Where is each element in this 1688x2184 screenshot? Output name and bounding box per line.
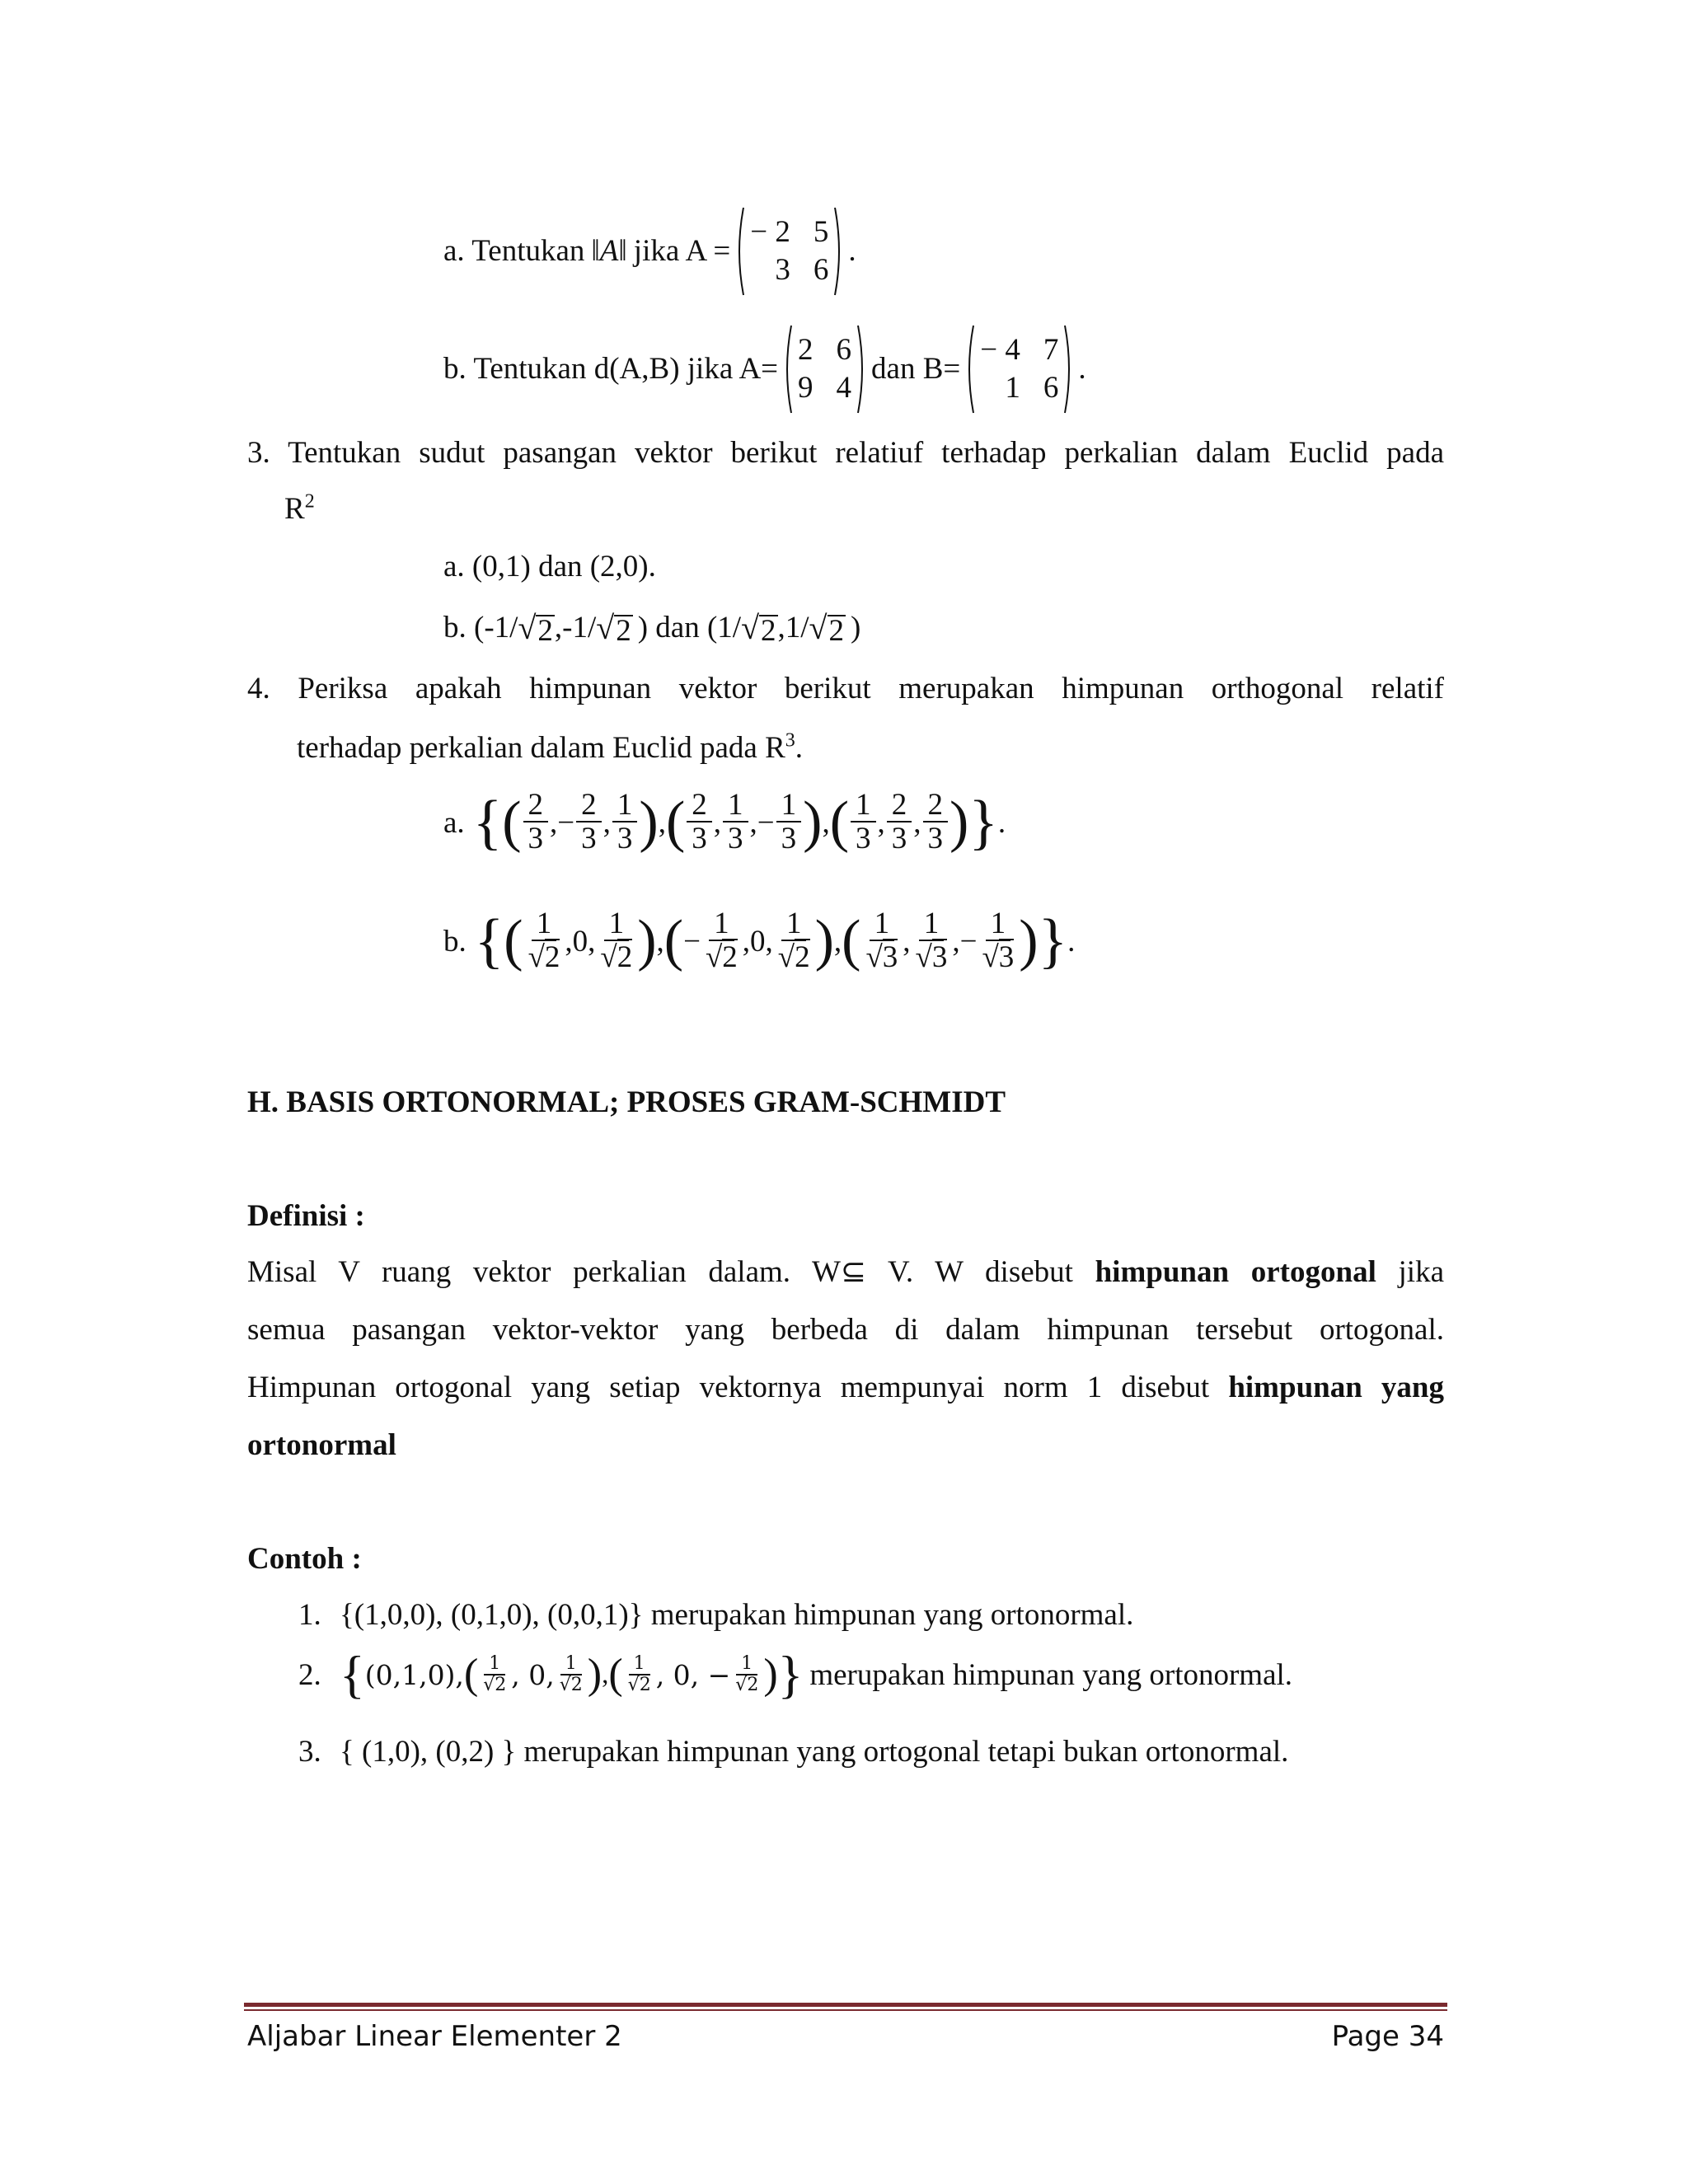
fraction [687, 790, 712, 855]
paren-open: ( [665, 790, 686, 854]
sqrt-symbol: √ [705, 940, 723, 974]
paren-close: ) [814, 909, 834, 972]
matrix-cell: 3 [775, 253, 790, 287]
page-number: Page 34 [1331, 2020, 1444, 2053]
paren-open: ( [829, 790, 850, 854]
vector-set-4b [504, 908, 1038, 974]
fraction-denominator: 3 [528, 822, 544, 855]
fraction [612, 790, 638, 855]
comma: , [822, 805, 830, 840]
sqrt-symbol: √ [528, 940, 545, 974]
sqrt-2: √ 2 [518, 609, 553, 648]
fraction-denominator: 3 [856, 822, 871, 855]
zero: ,0, [565, 924, 596, 958]
fraction-numerator: 1 [851, 790, 876, 823]
exercise-3a: a. (0,1) dan (2,0). [443, 550, 656, 583]
comma: , [833, 924, 842, 958]
sqrt-symbol: √ [915, 940, 932, 974]
exercise-2a [443, 206, 856, 297]
fraction-numerator: 1 [776, 790, 802, 823]
radicand: 2 [617, 940, 633, 974]
example-label: Contoh : [247, 1542, 362, 1576]
exercise-2b-suffix: . [1078, 352, 1086, 386]
exercise-2b-mid: dan B= [871, 352, 961, 386]
fraction-numerator: 2 [523, 790, 549, 823]
comma: , [903, 924, 911, 958]
matrix-cell: 7 [1043, 333, 1059, 367]
paren-open: ( [663, 909, 684, 972]
example-2: 2. { (0,1,0), ( 1 √2 , 0, 1 √2 ) , ( 1 √2 , 0, − $\frac{1}{√2}$ ) } merupakan himpunan yang ortonormal. [298, 1645, 1293, 1704]
paren-close: ) [639, 790, 659, 854]
fraction-numerator: 2 [887, 790, 912, 823]
exercise-4a: a. { ( $\frac{2}{3}$ , − $\frac{2}{3}$ , $\frac{1}{3}$ ) , ( $\frac{2}{3}$ , $\frac{1}{3}$ , − $\frac{1}{3}$ ) , ( $\frac{1}{3}$ , $\frac{2}{3}$ , $\frac{2}{3}$ ) } . [443, 788, 1006, 856]
fraction [523, 790, 549, 855]
comma: , [913, 805, 921, 840]
fraction-denominator: 3 [728, 822, 743, 855]
radicand: 3 [931, 940, 948, 974]
definition-line-4: ortonormal [247, 1428, 396, 1462]
paren-close: ) [803, 790, 823, 854]
radicand: 2 [722, 940, 738, 974]
fraction-numerator: 1 [612, 790, 638, 823]
fraction-denominator: 3 [692, 822, 707, 855]
norm-expression: ‖A‖ [591, 234, 627, 268]
definition-line-2: semua pasangan vektor-vektor yang berbeda di dalam himpunan tersebut ortogonal. [247, 1313, 1444, 1347]
fraction [912, 908, 951, 974]
sqrt-symbol: √ [600, 940, 617, 974]
fraction-denominator: 3 [781, 822, 797, 855]
norm-symbol: A [599, 234, 619, 268]
sqrt-2: √ 2 [809, 609, 844, 648]
fraction [723, 790, 748, 855]
paren-close: ) [950, 790, 969, 854]
comma: , [603, 805, 611, 840]
sqrt-symbol: √ [865, 940, 883, 974]
matrix-cell: 1 [1005, 371, 1020, 405]
minus-sign: − [557, 805, 575, 840]
fraction-denominator: 3 [891, 822, 907, 855]
paren-close: ) [637, 909, 657, 972]
matrix-cell: 4 [836, 371, 852, 405]
fraction [851, 790, 876, 855]
fraction-numerator: 1 [709, 908, 734, 941]
fraction-numerator: 2 [576, 790, 602, 823]
radicand: 3 [882, 940, 898, 974]
comma: , [749, 805, 757, 840]
footer-rule [244, 2003, 1447, 2007]
fraction: 1 √2 [483, 1653, 507, 1695]
fraction-denominator [775, 941, 814, 974]
fraction [887, 790, 912, 855]
matrix-cell: 6 [1043, 371, 1059, 405]
comma: , [952, 924, 960, 958]
paren-open: ( [842, 909, 861, 972]
brace-open: { [474, 907, 504, 975]
comma: , [658, 805, 666, 840]
fraction: 1 √2 [627, 1653, 651, 1695]
fraction-numerator: 1 [781, 908, 807, 941]
section-heading: H. BASIS ORTONORMAL; PROSES GRAM-SCHMIDT [247, 1085, 1006, 1119]
fraction-numerator: 1 [723, 790, 748, 823]
fraction-numerator: 1 [870, 908, 895, 941]
exercise-2a-prefix: a. Tentukan [443, 234, 585, 268]
comma: , [656, 924, 664, 958]
exercise-3-space: $R^2$ [284, 490, 315, 526]
exercise-3-text: 3. Tentukan sudut pasangan vektor berikut relatiuf terhadap perkalian dalam Euclid pada [247, 436, 1444, 470]
matrix-cell: 6 [813, 253, 829, 287]
matrix-a-2b [781, 324, 868, 415]
fraction-denominator [702, 941, 741, 974]
sqrt-2: √ 2 [741, 609, 776, 648]
matrix-cell: 9 [798, 371, 814, 405]
fraction: $\frac{1}{√2}$ [735, 1653, 759, 1695]
matrix-a-2a [734, 206, 845, 297]
brace-close: } [968, 789, 998, 856]
fraction [525, 908, 564, 974]
fraction [862, 908, 901, 974]
fraction-denominator: 3 [617, 822, 633, 855]
radicand: 2 [544, 940, 560, 974]
fraction [776, 790, 802, 855]
fraction-denominator [525, 941, 564, 974]
fraction [702, 908, 741, 974]
minus-sign: − [757, 805, 775, 840]
matrix-b-2b [964, 324, 1075, 415]
exercise-2b-prefix: b. Tentukan d(A,B) jika A= [443, 352, 779, 386]
example-1: 1. {(1,0,0), (0,1,0), (0,0,1)} merupakan himpunan yang ortonormal. [298, 1598, 1134, 1632]
sqrt-2: √ 2 [596, 609, 631, 648]
fraction-denominator [597, 941, 635, 974]
definition-line-3: Himpunan ortogonal yang setiap vektornya mempunyai norm 1 disebut himpunan yang [247, 1371, 1445, 1404]
fraction [978, 908, 1017, 974]
paren-close: ) [1019, 909, 1039, 972]
comma: , [713, 805, 722, 840]
minus-sign: − [959, 924, 978, 958]
minus-sign: − [683, 924, 701, 958]
definition-line-1: Misal V ruang vektor perkalian dalam. W⊆ V. W disebut himpunan ortogonal jika [247, 1255, 1445, 1289]
fraction-denominator [978, 941, 1017, 974]
definition-label: Definisi : [247, 1199, 365, 1233]
fraction [576, 790, 602, 855]
fraction-numerator: 1 [532, 908, 557, 941]
matrix-cell: 2 [798, 333, 814, 367]
radicand: 2 [795, 940, 810, 974]
paren-open: ( [502, 790, 522, 854]
footer-title: Aljabar Linear Elementer 2 [247, 2020, 622, 2053]
fraction-denominator [862, 941, 901, 974]
matrix-cell: − 2 [750, 215, 790, 249]
sqrt-symbol: √ [777, 940, 795, 974]
exercise-3b: b. (-1/ √ 2 ,-1/ √ 2 ) dan (1/ √ 2 ,1/ √ 2 ) [443, 609, 861, 648]
fraction: 1 √2 [559, 1653, 583, 1695]
paren-open: ( [504, 909, 523, 972]
fraction [775, 908, 814, 974]
fraction-denominator: 3 [927, 822, 944, 855]
exercise-2a-mid: jika A = [633, 234, 731, 268]
fraction-numerator: 2 [923, 790, 949, 823]
exercise-2a-suffix: . [848, 234, 856, 268]
brace-open: { [472, 789, 503, 856]
comma: , [550, 805, 558, 840]
fraction [923, 790, 949, 855]
vector-set-4a [502, 790, 968, 855]
exercise-4-text2: terhadap perkalian dalam Euclid pada $R^3$. [297, 729, 804, 765]
fraction-numerator: 2 [687, 790, 712, 823]
matrix-cell: 5 [813, 215, 829, 249]
example-3: 3. { (1,0), (0,2) } merupakan himpunan yang ortogonal tetapi bukan ortonormal. [298, 1735, 1289, 1769]
matrix-cell: 6 [836, 333, 852, 367]
fraction-denominator: 3 [581, 822, 597, 855]
comma: , [877, 805, 885, 840]
zero: ,0, [742, 924, 773, 958]
fraction-numerator: 1 [986, 908, 1011, 941]
sqrt-symbol: √ [982, 940, 999, 974]
brace-close: } [1038, 907, 1068, 975]
radicand: 3 [998, 940, 1015, 974]
fraction [597, 908, 635, 974]
footer-rule-thin [244, 2009, 1447, 2011]
exercise-2b [443, 324, 1086, 415]
fraction-numerator: 1 [604, 908, 630, 941]
fraction-denominator [912, 941, 951, 974]
matrix-cell: − 4 [980, 333, 1020, 367]
exercise-4b: b. { ( $\frac{1}{√2}$ ,0, $\frac{1}{√2}$ ) , ( − $\frac{1}{√2}$ ,0, $\frac{1}{√2}$ ) , ( $\frac{1}{√3}$ , $\frac{1}{√3}$ , − $\frac{1}{√3}$ ) } . [443, 907, 1076, 975]
fraction-numerator: 1 [919, 908, 945, 941]
exercise-4-text: 4. Periksa apakah himpunan vektor berikut merupakan himpunan orthogonal relatif [247, 672, 1444, 705]
